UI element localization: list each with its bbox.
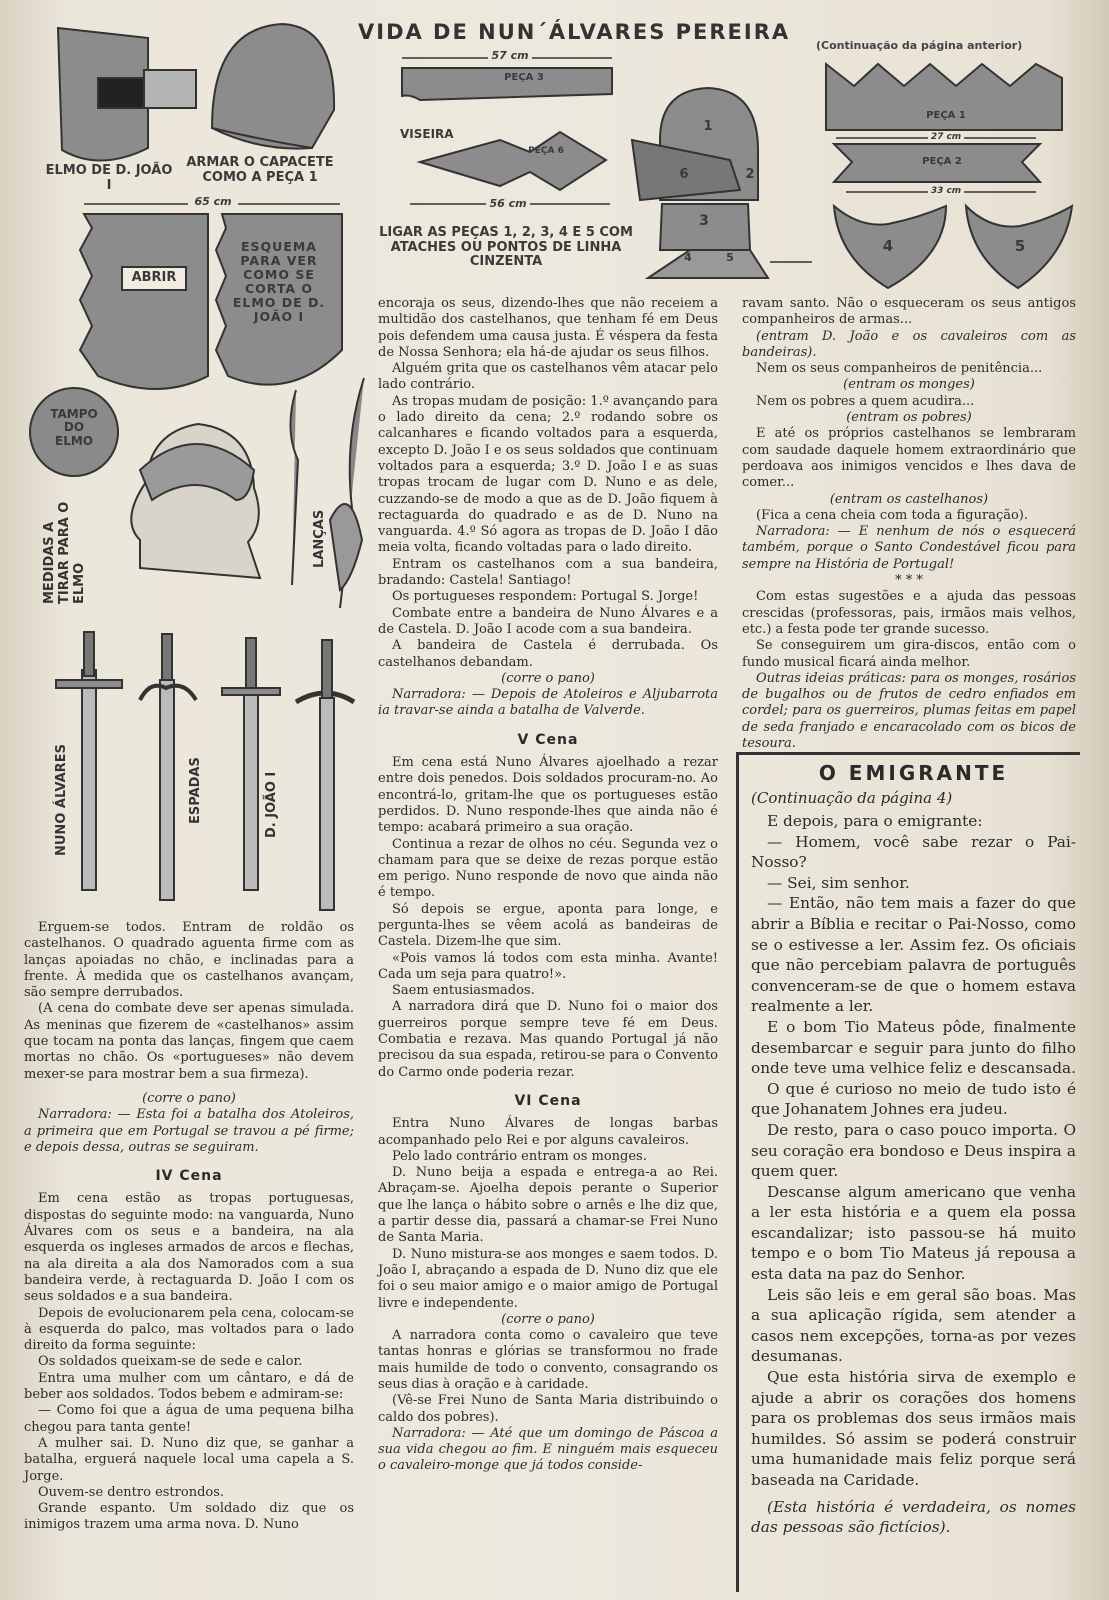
- emig-p8: Descanse algum americano que venha a ler esta história e a quem ela possa escandalizar; isto passou-se há muito tempo e o bom Tio Mateus já repousa a esta data na paz do Senhor.: [751, 1182, 1076, 1284]
- col3-p1: ravam santo. Não o esqueceram os seus antigos companheiros de armas...: [742, 296, 1076, 328]
- column-3: [742, 296, 1076, 752]
- col1-p11: Ouvem-se dentro estrondos.: [38, 1484, 225, 1500]
- label-viseira: VISEIRA: [400, 127, 454, 141]
- col2-p9: Narradora: — Depois de Atoleiros e Aljubarrota ia travar-se ainda a batalha de Valverde.: [378, 687, 718, 719]
- col3-p11: Com estas sugestões e a ajuda das pessoas crescidas (professoras, pais, irmãos mais velhos, etc.) a festa pode ter grande sucesso.: [742, 589, 1076, 637]
- col2-p17: Pelo lado contrário entram os monges.: [392, 1148, 647, 1164]
- page-subtitle: (Continuação da página anterior): [816, 39, 1023, 52]
- label-dim-33: 33 cm: [928, 186, 964, 196]
- col2-p8: (corre o pano): [501, 670, 595, 686]
- col3-p12: Se conseguirem um gira-discos, então com o fundo musical ficará ainda melhor.: [742, 638, 1076, 670]
- col3-p5: Nem os pobres a quem acudira...: [756, 393, 975, 409]
- column-2: [378, 296, 718, 1475]
- col1-p7: Os soldados queixam-se de sede e calor.: [38, 1354, 303, 1370]
- label-peca-1: PEÇA 1: [926, 110, 966, 121]
- col1-p3: (corre o pano): [142, 1090, 236, 1106]
- num-5: 5: [1014, 237, 1026, 255]
- espada-2: [160, 680, 174, 900]
- col2-p18: D. Nuno beija a espada e entrega-a ao Rei. Abraçam-se. Ajoelha depois perante o Superior que lhe lança o hábito sobre o arnês e lhe diz que, a partir desse dia, passará a chamar-se Frei Nuno de Santa Maria.: [378, 1165, 718, 1246]
- emigrante-title: O EMIGRANTE: [818, 761, 1009, 785]
- emig-p10: Que esta história sirva de exemplo e ajude a abrir os corações dos homens para os problemas dos seus irmãos mais humildes. Só assim se poderá construir uma humanidade mais feliz porque será baseada na Caridade.: [751, 1368, 1076, 1489]
- esquema-drawing: [80, 214, 208, 389]
- emig-p5: E o bom Tio Mateus pôde, finalmente desembarcar e seguir para junto do filho onde teve uma velhice feliz e descansada.: [751, 1017, 1076, 1078]
- emig-p1: E depois, para o emigrante:: [767, 812, 983, 830]
- lanca-1: [290, 390, 298, 585]
- col1-p10: A mulher sai. D. Nuno diz que, se ganhar a batalha, erguerá naquele local uma capela a S. Jorge.: [24, 1435, 354, 1484]
- num-3: 3: [699, 213, 709, 229]
- label-tampo: TAMPO DO ELMO: [50, 407, 98, 448]
- col2-p4: Entram os castelhanos com a sua bandeira, bradando: Castela! Santiago!: [378, 556, 718, 589]
- col3-p10: Narradora: — E nenhum de nós o esquecerá também, porque o Santo Condestável ficou para sempre na História de Portugal!: [742, 524, 1076, 572]
- heading-v-cena: V Cena: [517, 731, 579, 748]
- label-capacete: ARMAR O CAPACETE COMO A PEÇA 1: [186, 155, 334, 185]
- label-djoao: D. JOÃO I: [264, 771, 279, 838]
- col1-p12: Grande espanto. Um soldado diz que os inimigos trazem uma arma nova. D. Nuno: [24, 1501, 354, 1533]
- col2-p6: Combate entre a bandeira de Nuno Álvares e a de Castela. D. João I acode com a sua bandeira.: [378, 605, 718, 637]
- emig-p9: Leis são leis e em geral são boas. Mas a sua aplicação rígida, sem atender a casos nem excepções, torna-as por vezes desumanas.: [751, 1285, 1076, 1366]
- label-peca-2: PEÇA 2: [922, 156, 962, 167]
- col2-p13: «Pois vamos lá todos com esta minha. Avante! Cada um seja para quatro!».: [378, 950, 718, 982]
- col3-p2: (entram D. João e os cavaleiros com as bandeiras).: [742, 328, 1076, 360]
- label-dim-57: 57 cm: [488, 50, 532, 62]
- col3-p9: (Fica a cena cheia com toda a figuração).: [756, 507, 1029, 523]
- col3-stars: * * *: [895, 573, 923, 589]
- emigrante-subtitle: (Continuação da página 4): [751, 789, 953, 807]
- num-1: 1: [703, 119, 713, 134]
- label-dim-56: 56 cm: [486, 198, 530, 210]
- emig-p3: — Sei, sim senhor.: [767, 873, 910, 892]
- num-5-small: 5: [726, 251, 734, 264]
- col2-p10: Em cena está Nuno Álvares ajoelhado a rezar entre dois penedos. Dois soldados procuram-no. Ao encontrá-lo, gritam-lhe que os portugueses estão perdidos. D. Nuno responde-lhes que ainda não é tempo: acabará primeiro a sua oração.: [378, 755, 718, 836]
- label-ligar: LIGAR AS PEÇAS 1, 2, 3, 4 E 5 COM ATACHES OU PONTOS DE LINHA CINZENTA: [379, 225, 633, 270]
- col1-p6: Depois de evolucionarem pela cena, colocam-se à esquerda do palco, mas voltados para o lado direito da forma seguinte:: [24, 1305, 354, 1354]
- col2-p5: Os portugueses respondem: Portugal S. Jorge!: [392, 589, 699, 605]
- heading-vi-cena: VI Cena: [514, 1092, 582, 1109]
- emig-p11: (Esta história é verdadeira, os nomes das pessoas são fictícios).: [751, 1497, 1076, 1537]
- label-dim-27: 27 cm: [928, 132, 964, 142]
- col1-p8: Entra uma mulher com um cântaro, e dá de beber aos soldados. Todos bebem e admiram-se:: [24, 1370, 354, 1403]
- emig-p6: O que é curioso no meio de tudo isto é que Johanatem Johnes era judeu.: [751, 1079, 1076, 1119]
- col1-p1: Erguem-se todos. Entram de roldão os castelhanos. O quadrado aguenta firme com as lanças apoiadas no chão, e inclinadas para a frente. À medida que os castelhanos avançam, são sempre derrubados.: [24, 920, 354, 1001]
- label-lancas: LANÇAS: [312, 509, 327, 568]
- num-4-small: 4: [684, 251, 692, 264]
- col2-p22: (Vê-se Frei Nuno de Santa Maria distribuindo o caldo dos pobres).: [378, 1393, 718, 1425]
- col1-p4: Narradora: — Esta foi a batalha dos Atoleiros, a primeira que em Portugal se travou a pé firme; e depois dessa, outras se seguiram.: [24, 1107, 354, 1155]
- col3-p13: Outras ideias práticas: para os monges, rosários de bugalhos ou de frutos de cedro enfiados em cordel; para os guerreiros, plumas feitas em papel de seda franjado e encaracolado com os bicos de tesoura.: [742, 670, 1076, 752]
- col3-p7: E até os próprios castelhanos se lembraram com saudade daquele homem extraordinário que perdoava aos inimigos vencidos e lhes dava de comer...: [742, 426, 1076, 491]
- col2-p2: Alguém grita que os castelhanos vêm atacar pelo lado contrário.: [378, 361, 718, 393]
- col3-p4: (entram os monges): [843, 377, 975, 393]
- emig-p2: — Homem, você sabe rezar o Pai-Nosso?: [751, 832, 1076, 872]
- num-4: 4: [882, 237, 894, 255]
- num-6: 6: [679, 167, 689, 182]
- col2-p20: (corre o pano): [501, 1311, 595, 1327]
- espada-3: [244, 690, 258, 890]
- label-dim-65: 65 cm: [188, 196, 238, 208]
- label-nuno: NUNO ÁLVARES: [54, 744, 69, 856]
- col1-p2: (A cena do combate deve ser apenas simulada. As meninas que fizerem de «castelhanos» assim que tocam na ponta das lanças, fingem que caem mortas no chão. Os «portugueses» não devem mexer-se para mostrar bem a sua firmeza).: [24, 1001, 354, 1082]
- capacete-drawing: [212, 24, 334, 149]
- heading-iv-cena: IV Cena: [155, 1168, 223, 1185]
- label-abrir: ABRIR: [121, 266, 187, 291]
- column-1: [24, 920, 354, 1534]
- col2-p12: Só depois se ergue, aponta para longe, e pergunta-lhes se vêem acolá as bandeiras de Castela. Dizem-lhe que sim.: [378, 901, 718, 950]
- col3-p8: (entram os castelhanos): [829, 491, 989, 507]
- label-peca-3: PEÇA 3: [504, 72, 544, 83]
- col1-p9: — Como foi que a água de uma pequena bilha chegou para tanta gente!: [24, 1403, 354, 1435]
- espada-1: [82, 670, 96, 890]
- num-2: 2: [745, 167, 755, 182]
- emig-p4: — Então, não tem mais a fazer do que abrir a Bíblia e recitar o Pai-Nosso, como se o estivesse a ler. Assim fez. Os oficiais que não percebiam palavra de português convenceram-se de que o homem estava realmente a ler.: [751, 894, 1076, 1016]
- col2-p3: As tropas mudam de posição: 1.º avançando para o lado direito da cena; 2.º rodando sobre os calcanhares e ficando voltados para a esquerda, excepto D. João I e os seus soldados que continuam voltados para a esquerda; 3.º D. João I e as suas tropas trocam de lugar com D. Nuno e as dele, cuzzando-se de modo a que as de D. João fiquem à rectaguarda do quadrado e as de D. Nuno na vanguarda. 4.º Só agora as tropas de D. João I dão meia volta, ficando voltadas para o lado direito.: [378, 393, 718, 556]
- emigrante-box: [736, 752, 1080, 1592]
- col2-p11: Continua a rezar de olhos no céu. Segunda vez o chamam para que se deixe de rezas porque estão em perigo. Nuno responde de novo que ainda não é tempo.: [378, 836, 718, 901]
- label-peca-6: PEÇA 6: [528, 146, 564, 156]
- label-medidas: MEDIDAS A TIRAR PARA O ELMO: [42, 501, 87, 604]
- col2-p23: Narradora: — Até que um domingo de Páscoa a sua vida chegou ao fim. E ninguém mais esqueceu o cavaleiro-monge que já todos conside-: [378, 1425, 718, 1474]
- label-elmo: ELMO DE D. JOÃO I: [45, 163, 173, 193]
- label-espadas: ESPADAS: [188, 757, 203, 824]
- col3-p6: (entram os pobres): [846, 410, 972, 426]
- col2-p1: encoraja os seus, dizendo-lhes que não receiem a multidão dos castelhanos, que tenham fé em Deus pois defendem uma causa justa. É véspera da festa de Nossa Senhora; ela há-de ajudar os seus filhos.: [378, 296, 718, 360]
- col2-p14: Saem entusiasmados.: [392, 983, 535, 999]
- col2-p7: A bandeira de Castela é derrubada. Os castelhanos debandam.: [378, 638, 718, 670]
- col2-p16: Entra Nuno Álvares de longas barbas acompanhado pelo Rei e por alguns cavaleiros.: [378, 1116, 718, 1148]
- col2-p19: D. Nuno mistura-se aos monges e saem todos. D. João I, abraçando a espada de D. Nuno diz que ele foi o seu maior amigo e o maior amigo de Portugal livre e independente.: [378, 1246, 718, 1311]
- col1-p5: Em cena estão as tropas portuguesas, dispostas do seguinte modo: na vanguarda, Nuno Álvares com os seus e a bandeira, na ala esquerda os ingleses armados de arcos e flechas, na ala direita a ala dos Namorados com a sua bandeira verde, à rectaguarda D. João I com os seus soldados e a sua bandeira.: [24, 1191, 354, 1305]
- page-title: VIDA DE NUN´ÁLVARES PEREIRA: [358, 20, 791, 44]
- col2-p15: A narradora dirá que D. Nuno foi o maior dos guerreiros porque sempre teve fé em Deus. Combatia e rezava. Mas quando Portugal já não precisou da sua espada, retirou-se para o Convento do Carmo onde poderia rezar.: [378, 999, 718, 1080]
- label-esquema: ESQUEMA PARA VER COMO SE CORTA O ELMO DE D. JOÃO I: [232, 239, 326, 324]
- col3-p3: Nem os seus companheiros de penitência...: [756, 361, 1043, 377]
- col2-p21: A narradora conta como o cavaleiro que teve tantas honras e glórias se transformou no frade mais humilde de todo o convento, consagrando os seus dias à oração e à caridade.: [378, 1328, 718, 1392]
- espada-4: [320, 698, 334, 910]
- emig-p7: De resto, para o caso pouco importa. O seu coração era bondoso e Deus inspira a quem quer.: [751, 1120, 1076, 1181]
